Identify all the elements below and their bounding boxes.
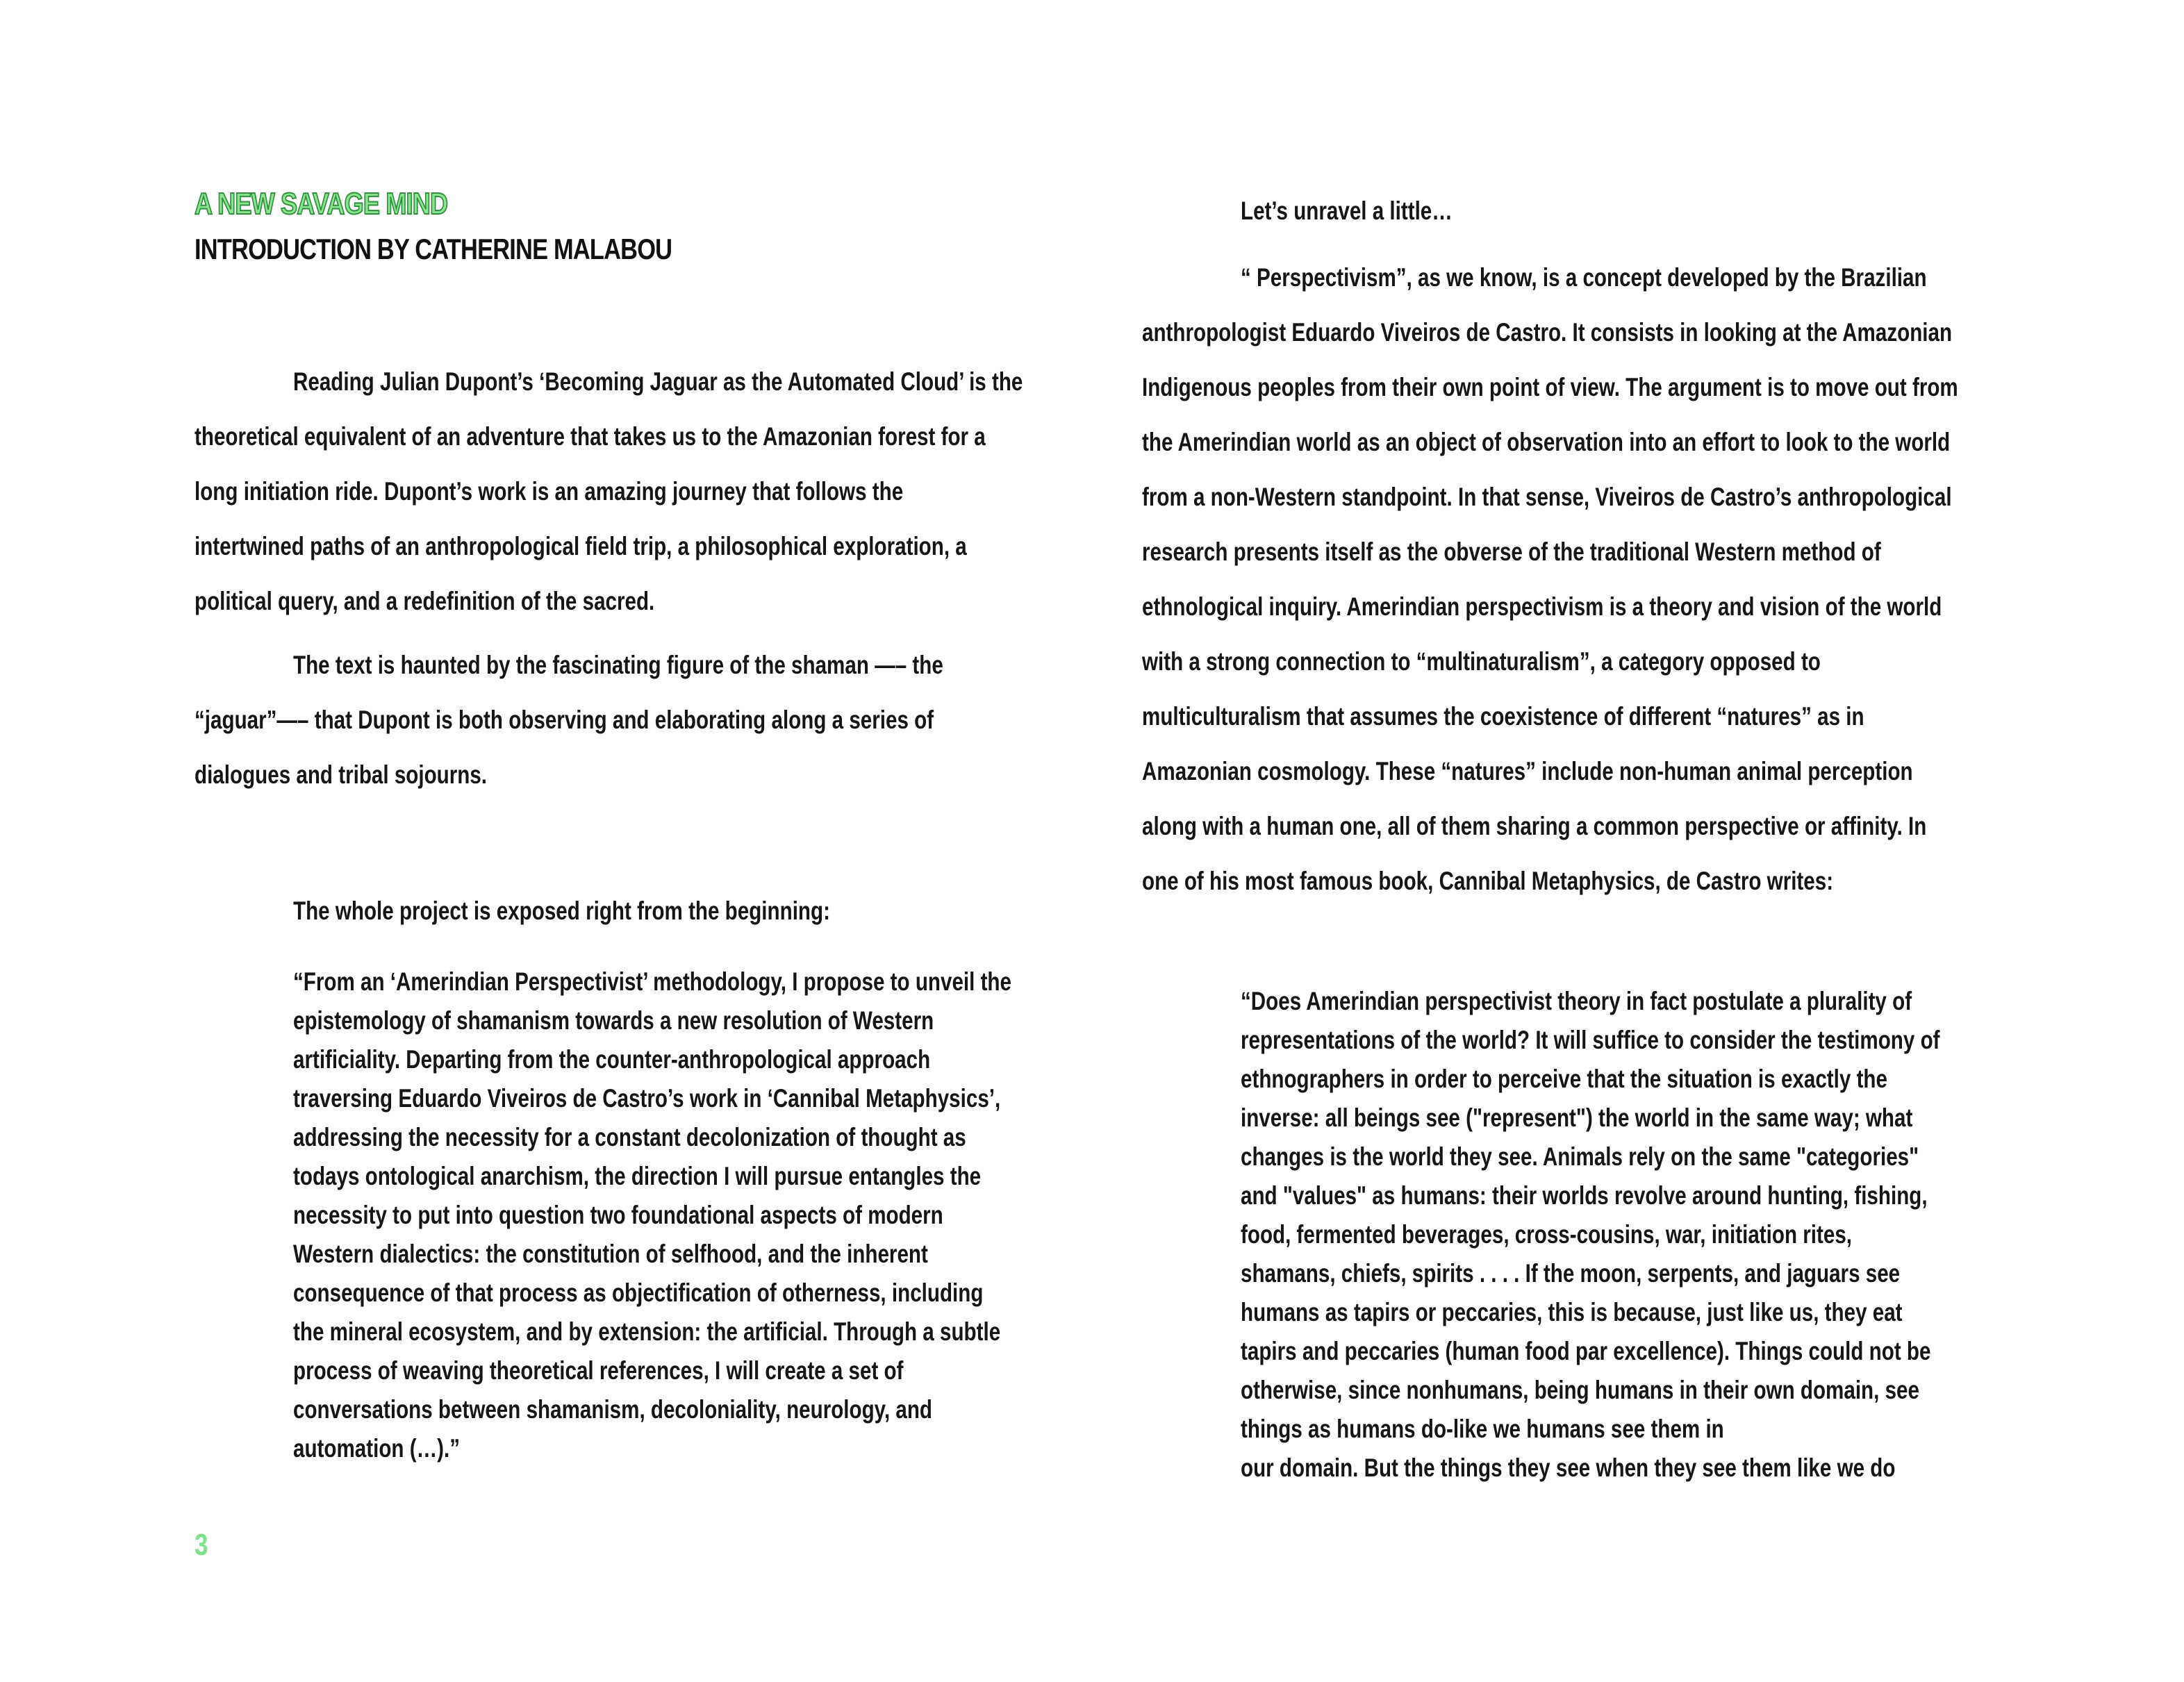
quote-line: artificiality. Departing from the counter-anthropological approach xyxy=(293,1045,931,1074)
quote-line: necessity to put into question two foundational aspects of modern xyxy=(293,1201,943,1229)
left-paragraph-2-body xyxy=(195,692,934,802)
left-paragraph-1 xyxy=(293,354,1023,409)
right-blockquote xyxy=(1241,982,1940,1488)
text-line: “jaguar”—– that Dupont is both observing and elaborating along a series of xyxy=(195,706,934,734)
text-line: along with a human one, all of them sharing a common perspective or affinity. In xyxy=(1142,812,1927,840)
quote-line: things as humans do-like we humans see them in xyxy=(1241,1415,1724,1443)
quote-line: consequence of that process as objectification of otherness, including xyxy=(293,1279,984,1307)
text-line: “ Perspectivism”, as we know, is a concept developed by the Brazilian xyxy=(1241,263,1927,292)
left-paragraph-1-body xyxy=(195,409,986,628)
text-line: anthropologist Eduardo Viveiros de Castro. It consists in looking at the Amazonian xyxy=(1142,318,1953,347)
text-line: The text is haunted by the fascinating figure of the shaman —– the xyxy=(293,651,943,679)
left-paragraph-3 xyxy=(293,883,830,938)
quote-line: automation (…).” xyxy=(293,1434,461,1463)
quote-line: humans as tapirs or peccaries, this is because, just like us, they eat xyxy=(1241,1298,1903,1326)
quote-line: changes is the world they see. Animals rely on the same "categories" xyxy=(1241,1142,1919,1171)
text-line: intertwined paths of an anthropological field trip, a philosophical exploration, a xyxy=(195,532,967,560)
quote-line: Western dialectics: the constitution of selfhood, and the inherent xyxy=(293,1240,928,1268)
quote-line: our domain. But the things they see when they see them like we do xyxy=(1241,1454,1896,1482)
text-line: The whole project is exposed right from the beginning: xyxy=(293,897,830,925)
document-subtitle: INTRODUCTION BY CATHERINE MALABOU xyxy=(195,233,672,265)
right-paragraph-2-body xyxy=(1142,305,1958,908)
text-line: the Amerindian world as an object of observation into an effort to look to the world xyxy=(1142,428,1951,456)
quote-line: otherwise, since nonhumans, being humans in their own domain, see xyxy=(1241,1376,1919,1404)
text-line: Indigenous peoples from their own point of view. The argument is to move out from xyxy=(1142,373,1958,401)
text-line: from a non-Western standpoint. In that sense, Viveiros de Castro’s anthropological xyxy=(1142,483,1952,511)
right-paragraph-2 xyxy=(1241,250,1927,305)
quote-line: process of weaving theoretical references, I will create a set of xyxy=(293,1356,904,1385)
quote-line: conversations between shamanism, decoloniality, neurology, and xyxy=(293,1395,933,1424)
quote-line: “Does Amerindian perspectivist theory in fact postulate a plurality of xyxy=(1241,987,1912,1015)
quote-line: the mineral ecosystem, and by extension: the artificial. Through a subtle xyxy=(293,1317,1001,1346)
right-paragraph-1 xyxy=(1241,183,1453,238)
quote-line: tapirs and peccaries (human food par excellence). Things could not be xyxy=(1241,1337,1931,1365)
text-line: political query, and a redefinition of the sacred. xyxy=(195,587,655,615)
text-line: with a strong connection to “multinaturalism”, a category opposed to xyxy=(1142,647,1821,676)
quote-line: food, fermented beverages, cross-cousins, war, initiation rites, xyxy=(1241,1220,1853,1249)
text-line: dialogues and tribal sojourns. xyxy=(195,760,488,789)
quote-line: traversing Eduardo Viveiros de Castro’s work in ‘Cannibal Metaphysics’, xyxy=(293,1084,1001,1113)
quote-line: todays ontological anarchism, the direction I will pursue entangles the xyxy=(293,1162,982,1190)
text-line: multiculturalism that assumes the coexistence of different “natures” as in xyxy=(1142,702,1864,731)
text-line: Amazonian cosmology. These “natures” include non-human animal perception xyxy=(1142,757,1913,785)
quote-line: and "values" as humans: their worlds revolve around hunting, fishing, xyxy=(1241,1181,1928,1210)
text-line: Reading Julian Dupont’s ‘Becoming Jaguar as the Automated Cloud’ is the xyxy=(293,367,1023,396)
quote-line: ethnographers in order to perceive that the situation is exactly the xyxy=(1241,1065,1887,1093)
text-line: one of his most famous book, Cannibal Metaphysics, de Castro writes: xyxy=(1142,867,1834,895)
left-paragraph-2 xyxy=(293,638,943,692)
quote-line: epistemology of shamanism towards a new resolution of Western xyxy=(293,1006,934,1035)
text-line: Let’s unravel a little… xyxy=(1241,197,1453,225)
quote-line: shamans, chiefs, spirits . . . . If the moon, serpents, and jaguars see xyxy=(1241,1259,1901,1288)
left-blockquote xyxy=(293,963,1011,1468)
page-number: 3 xyxy=(195,1528,208,1562)
text-line: long initiation ride. Dupont’s work is an amazing journey that follows the xyxy=(195,477,904,506)
text-line: research presents itself as the obverse of the traditional Western method of xyxy=(1142,538,1881,566)
quote-line: inverse: all beings see ("represent") the world in the same way; what xyxy=(1241,1104,1913,1132)
quote-line: “From an ‘Amerindian Perspectivist’ methodology, I propose to unveil the xyxy=(293,967,1011,996)
document-title: A NEW SAVAGE MIND xyxy=(195,187,448,221)
text-line: theoretical equivalent of an adventure that takes us to the Amazonian forest for a xyxy=(195,422,986,451)
quote-line: representations of the world? It will suffice to consider the testimony of xyxy=(1241,1026,1940,1054)
text-line: ethnological inquiry. Amerindian perspectivism is a theory and vision of the world xyxy=(1142,592,1942,621)
quote-line: addressing the necessity for a constant decolonization of thought as xyxy=(293,1123,966,1151)
